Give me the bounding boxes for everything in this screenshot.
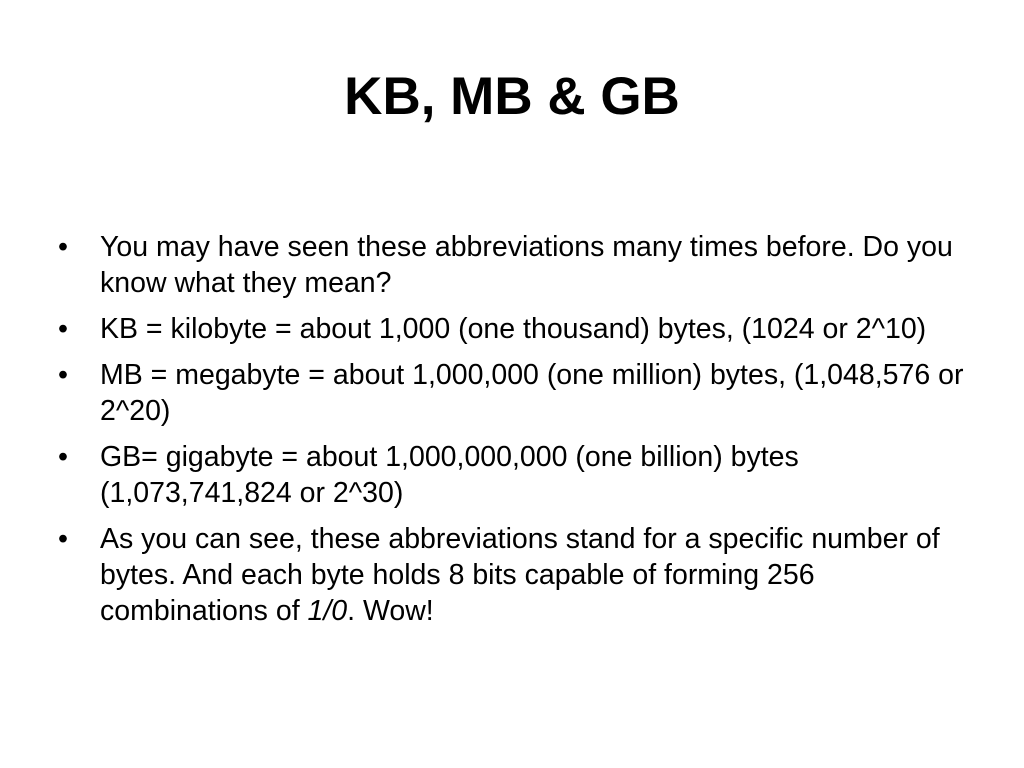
bullet-text-part: As you can see, these abbreviations stand for a specific number of bytes. And each byte holds 8 bits capable of forming 256 combinations of: [100, 523, 940, 627]
bullet-text: KB = kilobyte = about 1,000 (one thousand) bytes, (1024 or 2^10): [100, 313, 927, 345]
bullet-text-italic: 1/0: [307, 595, 348, 627]
bullet-item: [58, 357, 978, 429]
bullet-text-part: . Wow!: [347, 595, 434, 627]
bullet-marker: •: [58, 231, 68, 263]
bullet-marker: •: [58, 359, 68, 391]
bullet-item: [58, 229, 978, 301]
bullet-item: [58, 439, 978, 511]
bullet-text: MB = megabyte = about 1,000,000 (one million) bytes, (1,048,576 or 2^20): [100, 359, 964, 427]
bullet-text: [100, 523, 940, 627]
bullet-marker: •: [58, 313, 68, 345]
bullet-item: [58, 311, 978, 347]
bullet-marker: •: [58, 441, 68, 473]
bullet-item: [58, 521, 978, 629]
slide-title: KB, MB & GB: [344, 67, 680, 126]
bullet-marker: •: [58, 523, 68, 555]
bullet-list: [58, 229, 978, 639]
bullet-text: GB= gigabyte = about 1,000,000,000 (one billion) bytes (1,073,741,824 or 2^30): [100, 441, 799, 509]
bullet-text: You may have seen these abbreviations many times before. Do you know what they mean?: [100, 231, 953, 299]
